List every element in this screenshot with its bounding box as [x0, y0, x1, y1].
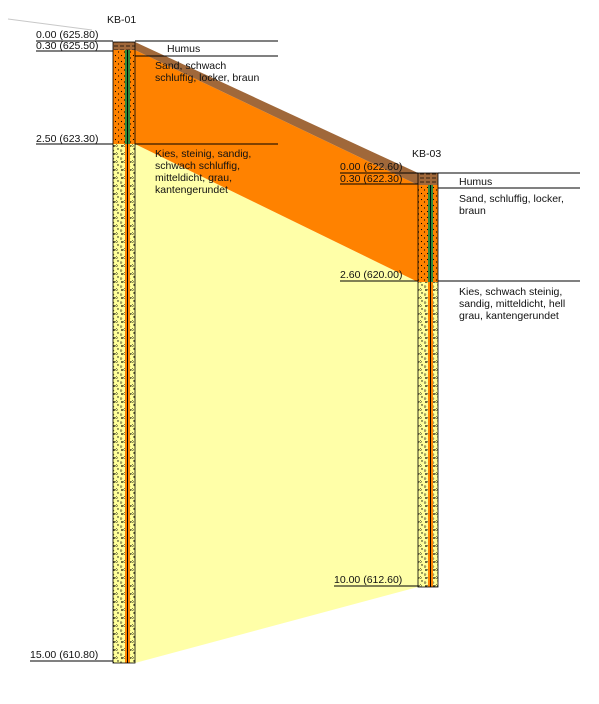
kb01-strip-upper-core: [127, 50, 128, 144]
kb03-desc-kies-line-3: grau, kantengerundet: [459, 310, 559, 322]
kb03-desc-sand-line-2: braun: [459, 205, 486, 217]
kb03-strip-lower-core: [430, 282, 431, 587]
kb01-depth-label-bottom: 15.00 (610.80): [30, 649, 99, 661]
kb01-desc-humus: Humus: [167, 43, 201, 55]
kb01-desc-sand: [155, 60, 259, 84]
kb01-strip-lower-core: [127, 144, 128, 663]
kb01-depth-label-1: 0.30 (625.50): [36, 40, 99, 52]
kb01-desc-kies-line-4: kantengerundet: [155, 184, 228, 196]
borehole-title-kb01: KB-01: [107, 14, 137, 26]
kb03-layer-humus: [418, 173, 438, 185]
kb03-depth-label-1: 0.30 (622.30): [340, 173, 403, 185]
kb01-desc-sand-line-2: schluffig, locker, braun: [155, 72, 260, 84]
kb03-desc-sand: [459, 193, 567, 217]
kb01-layer-sand: [113, 50, 135, 144]
kb03-depth-label-0: 0.00 (622.60): [340, 161, 403, 173]
kb03-desc-humus: Humus: [459, 176, 493, 188]
kb01-layer-humus: [113, 42, 135, 50]
kb03-depth-label-2: 2.60 (620.00): [340, 269, 403, 281]
kb03-desc-sand-line-1: Sand, schluffig, locker,: [459, 193, 564, 205]
kb03-depth-label-bottom: 10.00 (612.60): [334, 574, 403, 586]
borehole-title-kb03: KB-03: [412, 148, 442, 160]
kb01-desc-kies-line-2: schwach schluffig,: [155, 160, 241, 172]
kb01-depth-label-0: 0.00 (625.80): [36, 29, 99, 41]
kb03-strip-upper-core: [430, 185, 431, 282]
kb03-desc-kies-line-1: Kies, schwach steinig,: [459, 286, 563, 298]
correlation-bands: [135, 42, 418, 663]
kb01-layer-kies: [113, 144, 135, 663]
kb01-desc-kies-line-1: Kies, steinig, sandig,: [155, 148, 252, 160]
kb01-depth-label-2: 2.50 (623.30): [36, 133, 99, 145]
kb03-desc-kies-line-2: sandig, mitteldicht, hell: [459, 298, 566, 310]
kb01-desc-kies-line-3: mitteldicht, grau,: [155, 172, 233, 184]
kb03-desc-kies: [459, 286, 568, 322]
kb01-desc-sand-line-1: Sand, schwach: [155, 60, 227, 72]
